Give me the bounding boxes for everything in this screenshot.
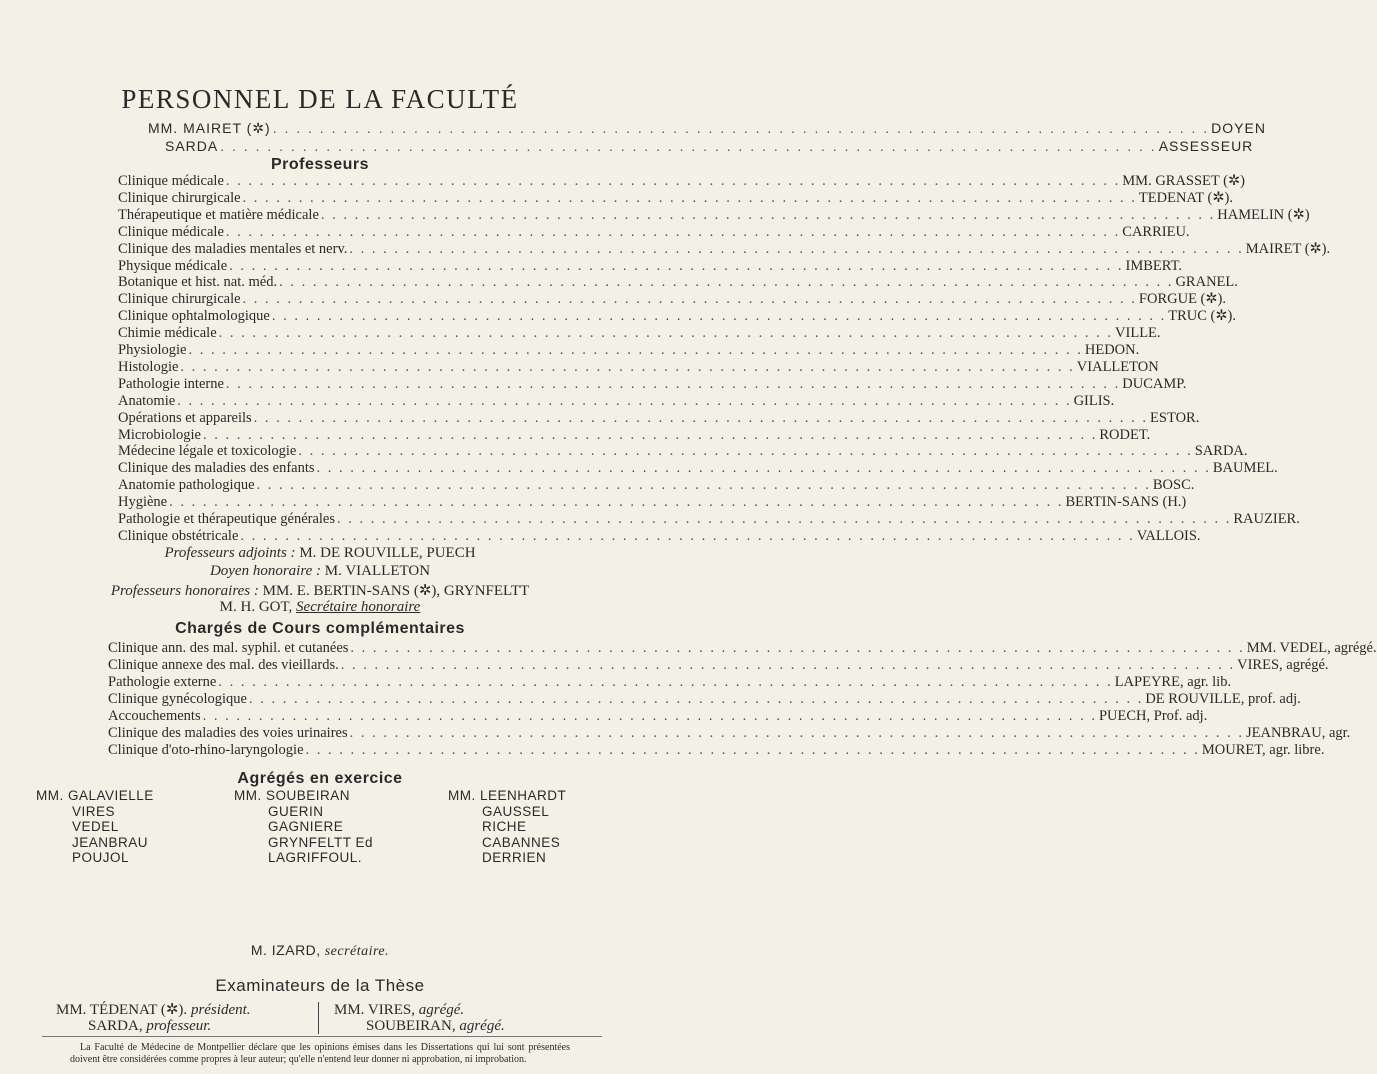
professeur-row (118, 358, 1159, 376)
agreges-prefix: MM. (448, 788, 476, 803)
agrege-name: GRYNFELTT Ed (268, 834, 374, 850)
professeur-row (118, 291, 1226, 308)
leader-dots (335, 511, 1233, 528)
chair-name: Botanique et hist. nat. méd. (118, 274, 278, 291)
professeur-row (118, 342, 1140, 359)
professeur-row (118, 527, 1201, 545)
professeur-row (118, 240, 1331, 258)
leader-dots (270, 308, 1168, 325)
leader-dots (186, 342, 1084, 359)
agrege-name: LEENHARDT (480, 788, 567, 803)
prof-honoraires-label: Professeurs honoraires : (110, 583, 259, 599)
charge-row (108, 708, 1208, 725)
agrege-name: VIRES (72, 803, 116, 819)
professeur-name: ESTOR. (1150, 409, 1200, 426)
agrege-name: CABANNES (482, 834, 561, 850)
leader-dots (252, 410, 1150, 427)
charge-row (108, 725, 1351, 742)
adjoints-line (0, 545, 640, 562)
leader-dots (178, 359, 1076, 376)
leader-dots (216, 674, 1114, 691)
chair-name: Histologie (118, 358, 179, 375)
examinateur-role: professeur. (146, 1018, 212, 1034)
professeur-name: BERTIN-SANS (H.) (1065, 494, 1187, 511)
chair-name: Clinique chirurgicale (118, 189, 241, 206)
leader-dots (175, 393, 1073, 410)
professeur-name: TRUC (✲). (1168, 308, 1236, 325)
chair-name: Chimie médicale (118, 325, 217, 342)
officer-row (148, 120, 1266, 137)
adjoints-label: Professeurs adjoints : (164, 545, 296, 561)
agrege-name: GAGNIERE (268, 819, 344, 834)
agreges-column-1 (36, 788, 154, 866)
leader-dots (255, 477, 1153, 494)
examinateurs-left (56, 1002, 251, 1034)
professeur-name: DUCAMP. (1122, 375, 1187, 392)
professeur-row (118, 274, 1238, 291)
agreges-prefix: MM. (234, 788, 262, 803)
chair-name: Physique médicale (118, 257, 228, 274)
page-title: PERSONNEL DE LA FACULTÉ (121, 84, 519, 114)
agreges-column-3 (448, 788, 566, 866)
officer-name: MM. MAIRET (✲) (148, 120, 271, 136)
course-name: Pathologie externe (108, 674, 217, 690)
leader-dots (247, 691, 1145, 708)
professeur-row (118, 223, 1190, 241)
chair-name: Opérations et appareils (118, 409, 252, 426)
leader-dots (167, 494, 1065, 511)
professeur-row (118, 189, 1233, 207)
professeur-row (118, 426, 1151, 444)
chair-name: Clinique des maladies mentales et nerv. (118, 240, 348, 257)
charge-name: MOURET, agr. libre. (1201, 742, 1325, 758)
agrege-name: GALAVIELLE (68, 788, 154, 803)
professeur-row (118, 392, 1115, 410)
charge-row (108, 742, 1325, 759)
professeur-name: HEDON. (1084, 342, 1140, 358)
secretaire-title: secrétaire. (324, 944, 390, 959)
professeur-name: TEDENAT (✲). (1138, 189, 1233, 206)
professeur-name: IMBERT. (1125, 257, 1182, 274)
disclaimer-note: La Faculté de Médecine de Montpellier déclare que les opinions émises dans les Dissertations qui lui sont présentées doivent être considérées comme propres à leur auteur; qu'elle n'entend leur donner ni approbation, ni improbation. (70, 1042, 570, 1065)
chair-name: Médecine légale et toxicologie (118, 443, 297, 460)
agrege-name: GAUSSEL (482, 803, 550, 819)
professeur-name: VIALLETON (1076, 358, 1159, 375)
examinateurs-right (334, 1002, 505, 1034)
examinateur-name: MM. TÉDENAT (✲). (56, 1002, 188, 1018)
charge-name: MM. VEDEL, agrégé. (1246, 640, 1377, 656)
charge-row (108, 657, 1329, 674)
leader-dots (224, 224, 1122, 241)
leader-dots (304, 742, 1202, 759)
leader-dots (201, 708, 1099, 725)
leader-dots (241, 190, 1139, 207)
examinateurs-heading: Examinateurs de la Thèse (215, 976, 425, 995)
secretaire-honoraire-name: M. H. GOT, (219, 599, 293, 615)
examinateur-role: président. (190, 1002, 251, 1018)
professeur-name: GILIS. (1073, 392, 1115, 409)
leader-dots (339, 657, 1237, 674)
chair-name: Clinique médicale (118, 223, 224, 240)
charge-name: LAPEYRE, agr. lib. (1114, 674, 1232, 690)
course-name: Accouchements (108, 708, 201, 724)
secretaire-honoraire-title: Secrétaire honoraire (296, 599, 421, 615)
professeur-name: CARRIEU. (1122, 223, 1190, 240)
chair-name: Physiologie (118, 342, 187, 358)
professeur-row (118, 494, 1187, 511)
agrege-name: LAGRIFFOUL. (268, 850, 363, 865)
professeur-name: MM. GRASSET (✲) (1122, 173, 1245, 189)
charge-name: VIRES, agrégé. (1237, 657, 1329, 673)
professeur-name: VILLE. (1115, 325, 1161, 342)
leader-dots (218, 138, 1158, 154)
leader-dots (315, 460, 1213, 477)
charge-row (108, 640, 1377, 657)
professeur-name: VALLOIS. (1136, 527, 1201, 544)
professeur-row (118, 325, 1161, 342)
professeur-row (118, 460, 1278, 477)
agrege-name: GUERIN (268, 803, 324, 819)
professeur-name: RODET. (1099, 426, 1151, 443)
secretaire-honoraire-line (0, 599, 640, 616)
leader-dots (224, 376, 1122, 393)
professeur-row (118, 375, 1187, 393)
chair-name: Clinique chirurgicale (118, 291, 241, 308)
leader-dots (271, 120, 1211, 136)
leader-dots (296, 443, 1194, 460)
professeur-name: RAUZIER. (1233, 511, 1300, 527)
chair-name: Anatomie pathologique (118, 477, 255, 494)
course-name: Clinique des maladies des voies urinaires (108, 725, 348, 741)
column-divider (318, 1002, 319, 1034)
leader-dots (348, 725, 1246, 742)
agrege-name: VEDEL (72, 819, 119, 834)
professeur-name: MAIRET (✲). (1245, 240, 1331, 257)
leader-dots (201, 427, 1099, 444)
examinateur-name: MM. VIRES, (334, 1002, 415, 1018)
charge-name: PUECH, Prof. adj. (1098, 708, 1208, 724)
officer-title: ASSESSEUR (1158, 138, 1254, 154)
professeur-name: BAUMEL. (1212, 460, 1278, 477)
charges-heading: Chargés de Cours complémentaires (175, 620, 465, 637)
agrege-name: JEANBRAU (72, 834, 149, 850)
professeur-name: SARDA. (1194, 443, 1248, 460)
agrege-name: RICHE (482, 819, 527, 834)
chair-name: Clinique médicale (118, 173, 224, 189)
prof-honoraires-line (0, 581, 640, 600)
professeur-row (118, 511, 1300, 528)
agrege-name: DERRIEN (482, 850, 547, 865)
professeur-row (118, 308, 1236, 325)
chair-name: Pathologie et thérapeutique générales (118, 511, 336, 527)
divider-rule (42, 1036, 602, 1037)
leader-dots (217, 325, 1115, 342)
leader-dots (347, 241, 1245, 258)
charge-name: DE ROUVILLE, prof. adj. (1145, 691, 1301, 707)
professeur-name: GRANEL. (1175, 274, 1238, 291)
officer-row (165, 138, 1254, 154)
doyen-honoraire-value: M. VIALLETON (324, 563, 431, 579)
professeur-name: BOSC. (1152, 477, 1195, 494)
course-name: Clinique annexe des mal. des vieillards. (108, 657, 339, 673)
leader-dots (227, 258, 1125, 275)
chair-name: Clinique obstétricale (118, 527, 239, 544)
professeur-row (118, 206, 1310, 224)
leader-dots (277, 274, 1175, 291)
agrege-name: SOUBEIRAN (266, 788, 351, 803)
professeur-row (118, 477, 1195, 494)
agreges-column-2 (234, 788, 373, 866)
examinateur-role: agrégé. (418, 1002, 465, 1018)
agreges-heading: Agrégés en exercice (237, 770, 403, 787)
agrege-name: POUJOL (72, 850, 130, 865)
professeur-row (118, 173, 1245, 190)
charge-row (108, 691, 1301, 708)
secretaire-name: M. IZARD, (250, 942, 321, 958)
leader-dots (241, 291, 1139, 308)
adjoints-value: M. DE ROUVILLE, PUECH (299, 545, 476, 561)
examinateur-name: SOUBEIRAN, (366, 1018, 456, 1034)
prof-honoraires-value: MM. E. BERTIN-SANS (✲), GRYNFELTT (262, 583, 530, 599)
professeur-row (118, 257, 1182, 275)
course-name: Clinique ann. des mal. syphil. et cutanées (108, 640, 349, 656)
chair-name: Thérapeutique et matière médicale (118, 206, 319, 223)
chair-name: Anatomie (118, 392, 176, 409)
professeur-row (118, 443, 1248, 460)
chair-name: Clinique ophtalmologique (118, 308, 270, 325)
doyen-honoraire-label: Doyen honoraire : (209, 563, 322, 579)
charge-name: JEANBRAU, agr. (1245, 725, 1351, 741)
professeur-name: HAMELIN (✲) (1217, 206, 1310, 223)
chair-name: Microbiologie (118, 426, 201, 443)
course-name: Clinique gynécologique (108, 691, 247, 707)
agreges-prefix: MM. (36, 788, 64, 803)
charge-row (108, 674, 1232, 691)
examinateur-name: SARDA, (88, 1018, 143, 1034)
leader-dots (224, 173, 1122, 190)
examinateur-role: agrégé. (459, 1018, 505, 1034)
chair-name: Pathologie interne (118, 375, 224, 392)
leader-dots (348, 640, 1246, 657)
leader-dots (319, 207, 1217, 224)
officer-name: SARDA (165, 138, 219, 154)
professeur-row (118, 409, 1200, 427)
chair-name: Hygiène (118, 494, 168, 511)
officer-title: DOYEN (1211, 120, 1266, 136)
professeur-name: FORGUE (✲). (1138, 291, 1226, 308)
chair-name: Clinique des maladies des enfants (118, 460, 315, 477)
secretaire-line (0, 942, 640, 960)
leader-dots (238, 528, 1136, 545)
doyen-honoraire-line (0, 563, 640, 580)
course-name: Clinique d'oto-rhino-laryngologie (108, 742, 304, 758)
professeurs-heading: Professeurs (271, 156, 369, 173)
